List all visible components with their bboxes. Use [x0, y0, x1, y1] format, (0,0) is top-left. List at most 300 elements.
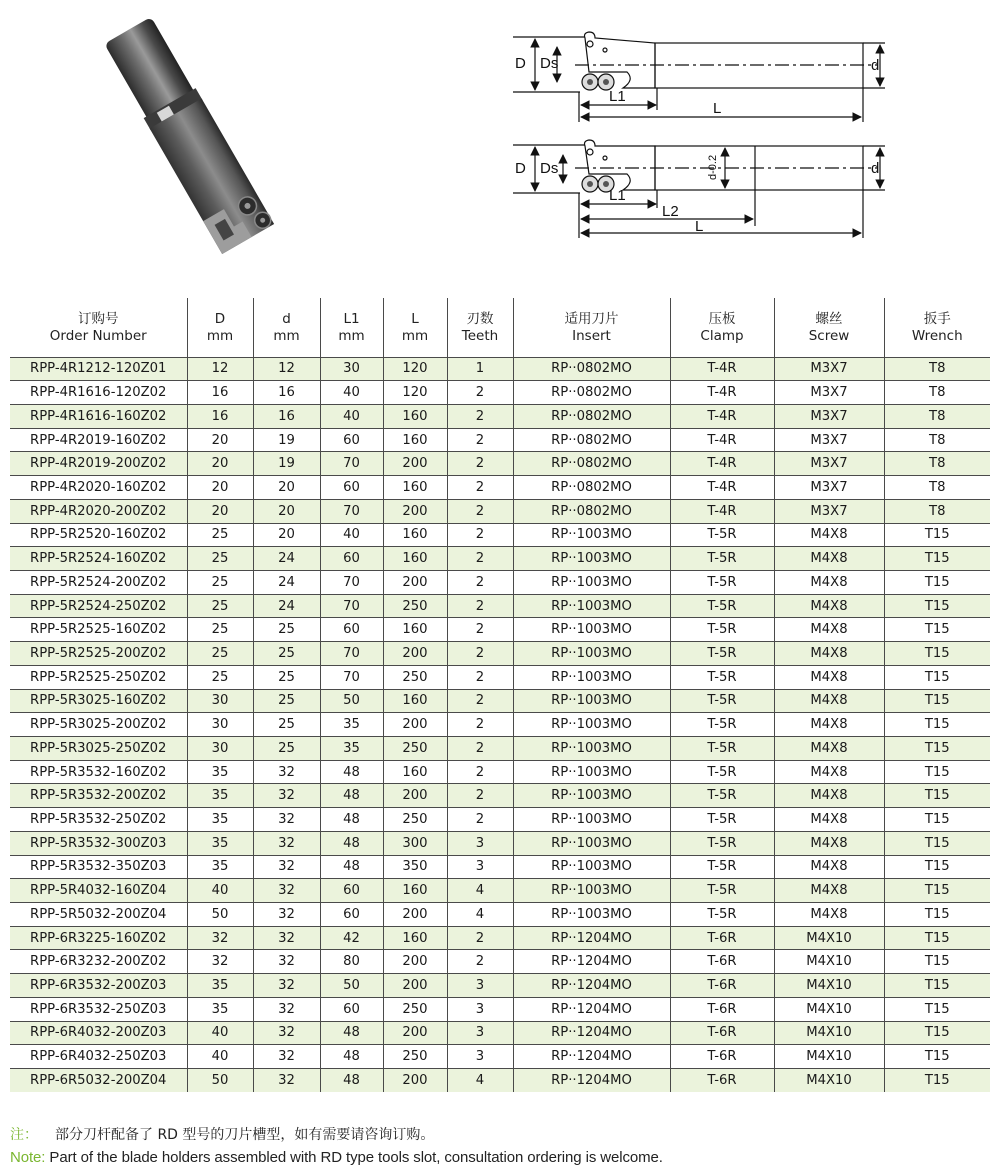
cell-D: 35	[187, 997, 253, 1021]
cell-L: 200	[383, 784, 447, 808]
cell-L1: 60	[320, 547, 383, 571]
cell-d: 25	[253, 618, 320, 642]
header-wrench-en: Wrench	[911, 328, 963, 345]
cell-wrench: T15	[884, 879, 990, 903]
cell-insert: RP··1003MO	[513, 855, 670, 879]
header-clamp	[670, 298, 774, 357]
cell-L: 160	[383, 689, 447, 713]
cell-order-number: RPP-6R5032-200Z04	[10, 1069, 187, 1093]
cell-order-number: RPP-5R2525-160Z02	[10, 618, 187, 642]
cell-insert: RP··0802MO	[513, 476, 670, 500]
cell-wrench: T15	[884, 808, 990, 832]
cell-L1: 48	[320, 1045, 383, 1069]
cell-insert: RP··1003MO	[513, 689, 670, 713]
cell-screw: M4X8	[774, 760, 884, 784]
cell-L1: 60	[320, 476, 383, 500]
cell-L1: 70	[320, 499, 383, 523]
diagram-label-L: L	[713, 100, 722, 117]
diagram-label-L1-2: L1	[609, 187, 626, 204]
cell-d: 25	[253, 689, 320, 713]
cell-D: 30	[187, 713, 253, 737]
cell-clamp: T-5R	[670, 879, 774, 903]
cell-L1: 80	[320, 950, 383, 974]
cell-D: 25	[187, 642, 253, 666]
cell-screw: M4X10	[774, 1069, 884, 1093]
cell-screw: M3X7	[774, 428, 884, 452]
cell-teeth: 2	[447, 665, 513, 689]
cell-teeth: 2	[447, 428, 513, 452]
cell-insert: RP··1003MO	[513, 760, 670, 784]
table-row	[10, 855, 990, 879]
cell-d: 32	[253, 784, 320, 808]
cell-screw: M4X8	[774, 855, 884, 879]
cell-teeth: 3	[447, 831, 513, 855]
cell-d: 32	[253, 1045, 320, 1069]
cell-D: 16	[187, 381, 253, 405]
cell-screw: M4X8	[774, 689, 884, 713]
cell-screw: M4X8	[774, 547, 884, 571]
cell-wrench: T15	[884, 570, 990, 594]
cell-d: 32	[253, 831, 320, 855]
table-row	[10, 903, 990, 927]
cell-screw: M4X8	[774, 665, 884, 689]
table-row	[10, 879, 990, 903]
cell-order-number: RPP-5R2525-250Z02	[10, 665, 187, 689]
diagram-label-d-2: d	[871, 160, 880, 177]
header-clamp-cn: 压板	[708, 311, 736, 328]
cell-d: 32	[253, 855, 320, 879]
cell-d: 32	[253, 1021, 320, 1045]
header-teeth-cn: 刃数	[466, 311, 494, 328]
cell-D: 35	[187, 808, 253, 832]
cell-wrench: T15	[884, 642, 990, 666]
header-clamp-en: Clamp	[700, 328, 744, 345]
header-d-en: mm	[273, 328, 300, 345]
cell-order-number: RPP-5R2524-200Z02	[10, 570, 187, 594]
cell-screw: M4X8	[774, 831, 884, 855]
cell-screw: M4X8	[774, 737, 884, 761]
cell-d: 16	[253, 381, 320, 405]
cell-insert: RP··1204MO	[513, 1069, 670, 1093]
cell-clamp: T-4R	[670, 357, 774, 381]
cell-screw: M4X10	[774, 997, 884, 1021]
cell-clamp: T-6R	[670, 1069, 774, 1093]
cell-d: 12	[253, 357, 320, 381]
cell-order-number: RPP-5R3025-200Z02	[10, 713, 187, 737]
header-screw-cn: 螺丝	[815, 311, 843, 328]
cell-order-number: RPP-4R1616-120Z02	[10, 381, 187, 405]
cell-wrench: T8	[884, 357, 990, 381]
header-wrench-cn: 扳手	[923, 311, 951, 328]
cell-wrench: T8	[884, 428, 990, 452]
cell-screw: M3X7	[774, 357, 884, 381]
cell-D: 16	[187, 404, 253, 428]
cell-L: 200	[383, 713, 447, 737]
cell-L1: 60	[320, 997, 383, 1021]
table-header-row	[10, 298, 990, 357]
table-row	[10, 784, 990, 808]
table-row	[10, 831, 990, 855]
cell-insert: RP··1003MO	[513, 808, 670, 832]
diagram-label-d: d	[871, 57, 880, 74]
cell-teeth: 2	[447, 926, 513, 950]
cell-L1: 35	[320, 713, 383, 737]
cell-teeth: 2	[447, 737, 513, 761]
cell-order-number: RPP-4R1212-120Z01	[10, 357, 187, 381]
header-teeth	[447, 298, 513, 357]
table-row	[10, 808, 990, 832]
cell-teeth: 4	[447, 1069, 513, 1093]
cell-wrench: T8	[884, 381, 990, 405]
cell-clamp: T-5R	[670, 855, 774, 879]
cell-order-number: RPP-4R2019-200Z02	[10, 452, 187, 476]
cell-L: 250	[383, 997, 447, 1021]
table-row	[10, 357, 990, 381]
header-L-en: mm	[401, 328, 429, 345]
cell-L1: 48	[320, 808, 383, 832]
header-L1-cn: L1	[343, 311, 360, 328]
cell-L1: 48	[320, 760, 383, 784]
cell-teeth: 2	[447, 452, 513, 476]
table-body	[10, 357, 990, 1092]
cell-D: 40	[187, 879, 253, 903]
dimension-diagram	[505, 30, 885, 245]
cell-order-number: RPP-5R2525-200Z02	[10, 642, 187, 666]
cell-L1: 40	[320, 523, 383, 547]
cell-D: 20	[187, 499, 253, 523]
cell-insert: RP··1003MO	[513, 618, 670, 642]
table-row	[10, 476, 990, 500]
cell-screw: M4X10	[774, 950, 884, 974]
cell-d: 32	[253, 760, 320, 784]
cell-order-number: RPP-5R3532-350Z03	[10, 855, 187, 879]
cell-screw: M4X8	[774, 618, 884, 642]
table-row	[10, 452, 990, 476]
cell-wrench: T8	[884, 476, 990, 500]
table-row	[10, 926, 990, 950]
cell-order-number: RPP-5R3532-250Z02	[10, 808, 187, 832]
cell-d: 32	[253, 879, 320, 903]
cell-L1: 70	[320, 642, 383, 666]
cell-wrench: T15	[884, 1069, 990, 1093]
cell-clamp: T-6R	[670, 1045, 774, 1069]
cell-d: 16	[253, 404, 320, 428]
header-insert-en: Insert	[572, 328, 611, 345]
cell-screw: M4X8	[774, 570, 884, 594]
cell-screw: M4X8	[774, 784, 884, 808]
cell-clamp: T-5R	[670, 808, 774, 832]
cell-insert: RP··1003MO	[513, 831, 670, 855]
cell-clamp: T-6R	[670, 974, 774, 998]
cell-screw: M4X10	[774, 1045, 884, 1069]
cell-L1: 50	[320, 689, 383, 713]
cell-clamp: T-6R	[670, 997, 774, 1021]
cell-teeth: 2	[447, 570, 513, 594]
cell-L: 200	[383, 642, 447, 666]
header-teeth-en: Teeth	[461, 328, 499, 345]
cell-D: 25	[187, 665, 253, 689]
cell-insert: RP··1204MO	[513, 926, 670, 950]
cell-teeth: 2	[447, 950, 513, 974]
cell-wrench: T15	[884, 713, 990, 737]
cell-insert: RP··1204MO	[513, 997, 670, 1021]
cell-order-number: RPP-5R3025-160Z02	[10, 689, 187, 713]
cell-wrench: T15	[884, 523, 990, 547]
cell-clamp: T-4R	[670, 428, 774, 452]
cell-screw: M3X7	[774, 499, 884, 523]
cell-wrench: T8	[884, 404, 990, 428]
diagram-label-Ds-2: Ds	[540, 160, 559, 177]
cell-d: 32	[253, 903, 320, 927]
cell-insert: RP··0802MO	[513, 499, 670, 523]
cell-d: 25	[253, 665, 320, 689]
table-row	[10, 618, 990, 642]
cell-teeth: 2	[447, 689, 513, 713]
cell-order-number: RPP-5R2524-250Z02	[10, 594, 187, 618]
header-screw	[774, 298, 884, 357]
cell-order-number: RPP-6R3225-160Z02	[10, 926, 187, 950]
table-row	[10, 642, 990, 666]
header-L1	[320, 298, 383, 357]
table-row	[10, 570, 990, 594]
cell-clamp: T-5R	[670, 784, 774, 808]
cell-teeth: 3	[447, 974, 513, 998]
cell-L: 250	[383, 1045, 447, 1069]
cell-L: 200	[383, 974, 447, 998]
cell-order-number: RPP-5R3532-160Z02	[10, 760, 187, 784]
cell-insert: RP··1003MO	[513, 879, 670, 903]
cell-L1: 70	[320, 570, 383, 594]
cell-wrench: T15	[884, 760, 990, 784]
cell-clamp: T-5R	[670, 594, 774, 618]
note-english	[10, 1149, 663, 1166]
cell-clamp: T-5R	[670, 642, 774, 666]
cell-screw: M4X8	[774, 594, 884, 618]
cell-clamp: T-6R	[670, 950, 774, 974]
table-row	[10, 665, 990, 689]
table-row	[10, 974, 990, 998]
cell-wrench: T15	[884, 950, 990, 974]
cell-L: 200	[383, 1069, 447, 1093]
diagram-necked	[513, 140, 885, 238]
cell-teeth: 3	[447, 1045, 513, 1069]
cell-L: 300	[383, 831, 447, 855]
cell-insert: RP··0802MO	[513, 357, 670, 381]
cell-L1: 60	[320, 428, 383, 452]
note-label-en: Note:	[10, 1149, 46, 1166]
cell-insert: RP··1003MO	[513, 547, 670, 571]
cell-D: 50	[187, 1069, 253, 1093]
table-row	[10, 381, 990, 405]
table-row	[10, 594, 990, 618]
header-insert-cn: 适用刀片	[564, 311, 619, 328]
cell-screw: M4X8	[774, 523, 884, 547]
diagram-label-neck: d-0.2	[707, 154, 719, 180]
cell-screw: M3X7	[774, 404, 884, 428]
cell-L1: 60	[320, 879, 383, 903]
cell-wrench: T15	[884, 784, 990, 808]
cell-order-number: RPP-6R4032-250Z03	[10, 1045, 187, 1069]
cell-order-number: RPP-5R2524-160Z02	[10, 547, 187, 571]
table-row	[10, 499, 990, 523]
cell-clamp: T-6R	[670, 1021, 774, 1045]
cell-order-number: RPP-4R2020-160Z02	[10, 476, 187, 500]
cell-d: 25	[253, 737, 320, 761]
cell-teeth: 2	[447, 523, 513, 547]
cell-wrench: T15	[884, 547, 990, 571]
cell-order-number: RPP-5R3532-200Z02	[10, 784, 187, 808]
cell-insert: RP··1003MO	[513, 570, 670, 594]
note-chinese	[10, 1124, 434, 1144]
cell-D: 20	[187, 428, 253, 452]
cell-teeth: 3	[447, 1021, 513, 1045]
cell-clamp: T-5R	[670, 689, 774, 713]
cell-order-number: RPP-4R2020-200Z02	[10, 499, 187, 523]
cell-insert: RP··0802MO	[513, 428, 670, 452]
cell-D: 35	[187, 831, 253, 855]
cell-insert: RP··1003MO	[513, 594, 670, 618]
product-photo	[60, 10, 330, 280]
cell-clamp: T-5R	[670, 570, 774, 594]
cell-wrench: T15	[884, 665, 990, 689]
cell-insert: RP··1003MO	[513, 737, 670, 761]
cell-teeth: 2	[447, 547, 513, 571]
cell-clamp: T-5R	[670, 523, 774, 547]
cell-wrench: T15	[884, 926, 990, 950]
cell-teeth: 2	[447, 381, 513, 405]
cell-clamp: T-5R	[670, 831, 774, 855]
cell-screw: M3X7	[774, 452, 884, 476]
cell-L: 350	[383, 855, 447, 879]
table-row	[10, 404, 990, 428]
diagram-label-D-2: D	[515, 160, 526, 177]
header-D-en: mm	[206, 328, 234, 345]
note-text-en: Part of the blade holders assembled with RD type tools slot, consultation ordering is welcome.	[45, 1149, 663, 1166]
table-row	[10, 737, 990, 761]
cell-L: 160	[383, 476, 447, 500]
cell-clamp: T-4R	[670, 404, 774, 428]
cell-wrench: T8	[884, 499, 990, 523]
cell-L: 250	[383, 737, 447, 761]
header-L1-en: mm	[338, 328, 365, 345]
spec-table	[10, 298, 990, 1092]
cell-clamp: T-5R	[670, 737, 774, 761]
cell-d: 20	[253, 499, 320, 523]
cell-wrench: T15	[884, 997, 990, 1021]
cell-D: 25	[187, 547, 253, 571]
table-row	[10, 1021, 990, 1045]
cell-teeth: 2	[447, 808, 513, 832]
cell-insert: RP··1003MO	[513, 665, 670, 689]
cell-teeth: 2	[447, 760, 513, 784]
cell-d: 32	[253, 926, 320, 950]
cell-L1: 30	[320, 357, 383, 381]
cell-wrench: T15	[884, 1045, 990, 1069]
cell-clamp: T-5R	[670, 760, 774, 784]
cell-D: 50	[187, 903, 253, 927]
cell-clamp: T-4R	[670, 381, 774, 405]
cell-L: 200	[383, 499, 447, 523]
cell-L: 250	[383, 665, 447, 689]
cell-L1: 60	[320, 618, 383, 642]
header-wrench	[884, 298, 990, 357]
cell-D: 35	[187, 784, 253, 808]
table-row	[10, 428, 990, 452]
cell-screw: M4X8	[774, 879, 884, 903]
cell-L: 120	[383, 381, 447, 405]
cell-L1: 60	[320, 903, 383, 927]
cell-teeth: 2	[447, 784, 513, 808]
table-row	[10, 689, 990, 713]
cell-teeth: 4	[447, 879, 513, 903]
diagram-label-D: D	[515, 55, 526, 72]
cell-teeth: 2	[447, 594, 513, 618]
cell-d: 19	[253, 428, 320, 452]
cell-clamp: T-5R	[670, 547, 774, 571]
cell-order-number: RPP-4R1616-160Z02	[10, 404, 187, 428]
cell-screw: M4X10	[774, 926, 884, 950]
cell-D: 12	[187, 357, 253, 381]
cell-L: 200	[383, 452, 447, 476]
cell-insert: RP··1204MO	[513, 1021, 670, 1045]
cell-screw: M4X10	[774, 974, 884, 998]
cell-d: 32	[253, 1069, 320, 1093]
cell-insert: RP··1204MO	[513, 974, 670, 998]
diagram-label-L-2: L	[695, 218, 704, 235]
cell-L: 200	[383, 570, 447, 594]
cell-clamp: T-5R	[670, 713, 774, 737]
header-L-cn: L	[411, 311, 419, 328]
cell-wrench: T15	[884, 855, 990, 879]
cell-clamp: T-5R	[670, 665, 774, 689]
cell-teeth: 2	[447, 476, 513, 500]
cell-wrench: T15	[884, 737, 990, 761]
cell-insert: RP··0802MO	[513, 404, 670, 428]
note-label-cn: 注：	[10, 1127, 38, 1143]
cell-teeth: 2	[447, 642, 513, 666]
cell-L: 160	[383, 618, 447, 642]
cell-L1: 40	[320, 404, 383, 428]
cell-L: 160	[383, 404, 447, 428]
cell-clamp: T-5R	[670, 618, 774, 642]
cell-d: 24	[253, 570, 320, 594]
table-row	[10, 950, 990, 974]
cell-clamp: T-4R	[670, 476, 774, 500]
cell-d: 24	[253, 547, 320, 571]
cell-D: 25	[187, 618, 253, 642]
header-d	[253, 298, 320, 357]
cell-d: 20	[253, 476, 320, 500]
cell-order-number: RPP-6R4032-200Z03	[10, 1021, 187, 1045]
header-L	[383, 298, 447, 357]
cell-D: 25	[187, 594, 253, 618]
cell-d: 24	[253, 594, 320, 618]
cell-wrench: T15	[884, 689, 990, 713]
cell-L: 160	[383, 547, 447, 571]
cell-D: 32	[187, 950, 253, 974]
end-mill-holder-image	[60, 10, 330, 280]
cell-order-number: RPP-5R4032-160Z04	[10, 879, 187, 903]
cell-order-number: RPP-6R3232-200Z02	[10, 950, 187, 974]
cell-D: 40	[187, 1021, 253, 1045]
cell-L1: 70	[320, 594, 383, 618]
cell-teeth: 2	[447, 618, 513, 642]
diagram-label-L2: L2	[662, 203, 679, 220]
cell-L1: 35	[320, 737, 383, 761]
cell-order-number: RPP-5R5032-200Z04	[10, 903, 187, 927]
cell-D: 35	[187, 855, 253, 879]
cell-insert: RP··1003MO	[513, 784, 670, 808]
